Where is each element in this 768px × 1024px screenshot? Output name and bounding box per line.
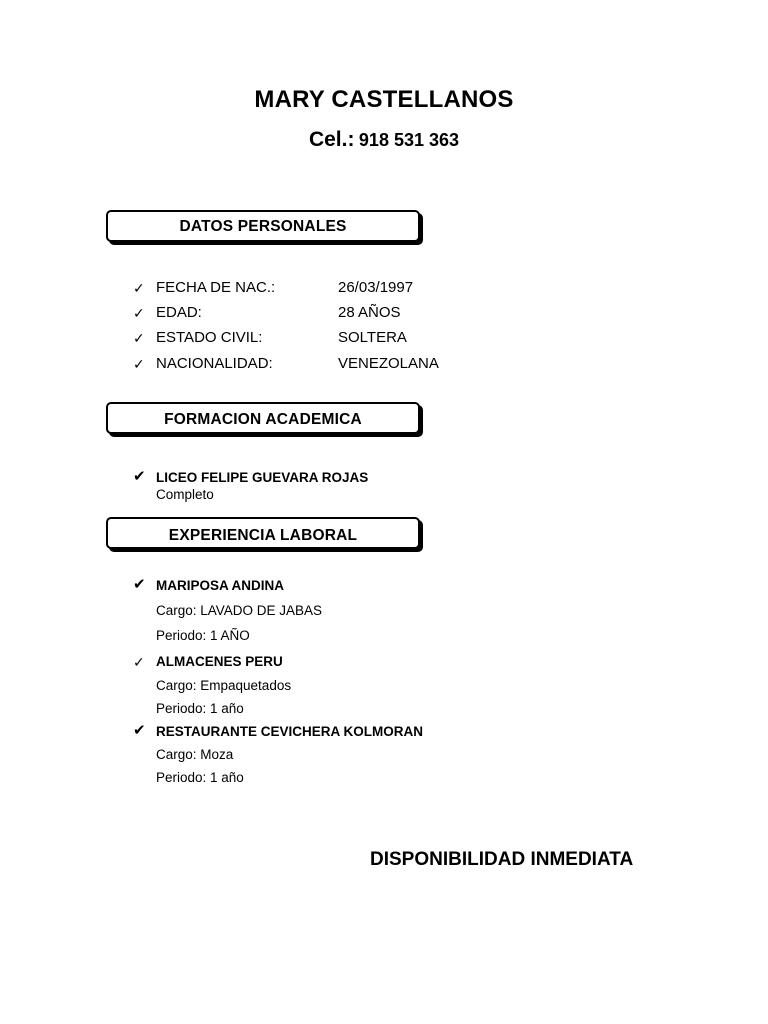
- phone-label: Cel.:: [308, 128, 355, 151]
- phone-line: [0, 128, 768, 152]
- personal-value-nationality: VENEZOLANA: [338, 355, 439, 372]
- check-icon: ✔: [133, 576, 146, 593]
- personal-value-age: 28 AÑOS: [338, 304, 401, 321]
- experience-cargo: Cargo: Empaquetados: [156, 678, 292, 693]
- education-status: Completo: [156, 487, 214, 502]
- candidate-name: MARY CASTELLANOS: [254, 86, 514, 113]
- experience-cargo: Cargo: Moza: [156, 747, 234, 762]
- experience-cargo: Cargo: LAVADO DE JABAS: [156, 603, 323, 618]
- personal-value-birthdate: 26/03/1997: [338, 279, 414, 296]
- personal-label-age: EDAD:: [156, 304, 202, 321]
- section-title-education: FORMACION ACADEMICA: [164, 411, 362, 428]
- section-title-experience: EXPERIENCIA LABORAL: [168, 527, 358, 544]
- check-icon: ✓: [133, 654, 145, 670]
- check-icon: ✓: [133, 330, 145, 346]
- section-title-personal: DATOS PERSONALES: [179, 218, 347, 235]
- experience-periodo: Periodo: 1 año: [156, 770, 244, 785]
- check-icon: ✔: [133, 468, 146, 485]
- personal-label-birthdate: FECHA DE NAC.:: [156, 279, 276, 296]
- personal-value-civil-status: SOLTERA: [338, 329, 407, 346]
- check-icon: ✓: [133, 280, 145, 296]
- availability-note: DISPONIBILIDAD INMEDIATA: [370, 849, 634, 870]
- check-icon: ✓: [133, 305, 145, 321]
- phone-number: 918 531 363: [358, 130, 460, 150]
- experience-company: ALMACENES PERU: [156, 654, 283, 669]
- check-icon: ✔: [133, 722, 146, 739]
- personal-label-nationality: NACIONALIDAD:: [156, 355, 273, 372]
- experience-periodo: Periodo: 1 año: [156, 701, 244, 716]
- check-icon: ✓: [133, 356, 145, 372]
- experience-company: MARIPOSA ANDINA: [156, 578, 284, 593]
- experience-periodo: Periodo: 1 AÑO: [156, 628, 250, 643]
- experience-company: RESTAURANTE CEVICHERA KOLMORAN: [156, 724, 424, 739]
- education-school: LICEO FELIPE GUEVARA ROJAS: [156, 470, 369, 485]
- personal-label-civil-status: ESTADO CIVIL:: [156, 329, 263, 346]
